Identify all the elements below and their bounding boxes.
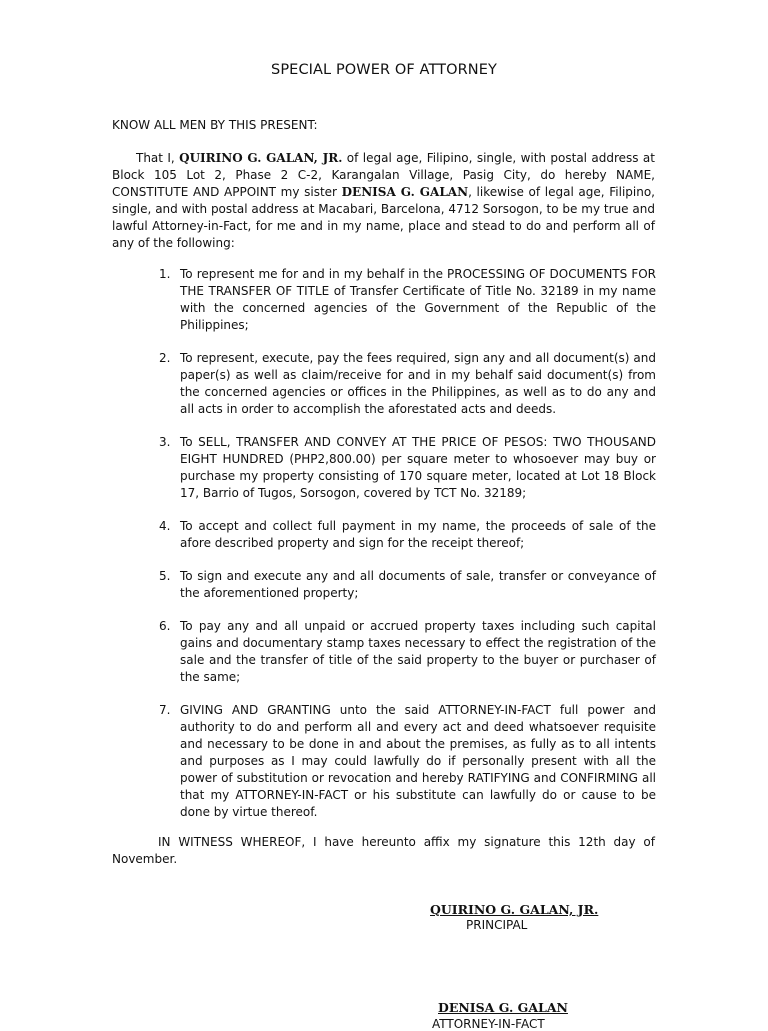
opening-line: KNOW ALL MEN BY THIS PRESENT: <box>112 118 318 132</box>
list-item-number: 1. <box>159 267 171 281</box>
intro-text-3: , likewise of legal age, Filipino, single, and with postal address at Macabari, Barcelona, 4712 Sorsogon, to be my true and lawful Attorney-in-Fact, for me and in my name, place and stead to do and perform all of any of the following: <box>112 185 655 250</box>
list-item-number: 6. <box>159 619 171 633</box>
list-item-number: 4. <box>159 519 171 533</box>
attorney-role-label: ATTORNEY-IN-FACT <box>432 1017 545 1031</box>
document-title: SPECIAL POWER OF ATTORNEY <box>271 62 497 78</box>
list-item-number: 7. <box>159 703 171 717</box>
list-item-text: To accept and collect full payment in my name, the proceeds of sale of the afore described property and sign for the receipt thereof; <box>180 519 656 550</box>
list-item <box>150 434 656 502</box>
list-item <box>150 702 656 821</box>
intro-text-1: That I, <box>136 151 180 165</box>
list-item <box>150 568 656 602</box>
list-item <box>150 350 656 418</box>
intro-text-2: of legal age, Filipino, single, with postal address at Block 105 Lot 2, Phase 2 C-2, Karangalan Village, Pasig City, do hereby NAME, CONSTITUTE AND APPOINT my sister <box>112 151 655 199</box>
intro-principal-name: QUIRINO G. GALAN, JR. <box>179 151 343 165</box>
list-item-text: To represent me for and in my behalf in the PROCESSING OF DOCUMENTS FOR THE TRANSFER OF TITLE of Transfer Certificate of Title No. 32189 in my name with the concerned agencies of the Government of the Republic of the Philippines; <box>180 267 656 332</box>
list-item <box>150 266 656 334</box>
list-item-text: To pay any and all unpaid or accrued property taxes including such capital gains and documentary stamp taxes necessary to effect the registration of the sale and the transfer of title of the said property to the buyer or purchaser of the same; <box>180 619 656 684</box>
list-item <box>150 518 656 552</box>
list-item-number: 2. <box>159 351 171 365</box>
powers-list <box>150 266 656 837</box>
principal-signature-name: QUIRINO G. GALAN, JR. <box>430 902 599 917</box>
intro-paragraph <box>112 150 655 252</box>
principal-role-label: PRINCIPAL <box>466 918 528 932</box>
witness-paragraph: IN WITNESS WHEREOF, I have hereunto affix my signature this 12th day of November. <box>112 835 655 866</box>
list-item-number: 3. <box>159 435 171 449</box>
list-item-text: To sign and execute any and all documents of sale, transfer or conveyance of the aforementioned property; <box>180 569 656 600</box>
list-item-text: GIVING AND GRANTING unto the said ATTORNEY-IN-FACT full power and authority to do and perform all and every act and deed whatsoever requisite and necessary to be done in and about the premises, as fully as to all intents and purposes as I may could lawfully do if personally present with all the power of substitution or revocation and hereby RATIFYING and CONFIRMING all that my ATTORNEY-IN-FACT or his substitute can lawfully do or cause to be done by virtue thereof. <box>180 703 656 819</box>
list-item-text: To represent, execute, pay the fees required, sign any and all document(s) and paper(s) as well as claim/receive for and in my behalf said document(s) from the concerned agencies or offices in the Philippines, as well as to do any and all acts in order to accomplish the aforestated acts and deeds. <box>180 351 656 416</box>
list-item <box>150 618 656 686</box>
attorney-signature-name: DENISA G. GALAN <box>438 1000 568 1015</box>
intro-attorney-name: DENISA G. GALAN <box>341 185 469 199</box>
list-item-text: To SELL, TRANSFER AND CONVEY AT THE PRICE OF PESOS: TWO THOUSAND EIGHT HUNDRED (PHP2,800.00) per square meter to whosoever may buy or purchase my property consisting of 170 square meter, located at Lot 18 Block 17, Barrio of Tugos, Sorsogon, covered by TCT No. 32189; <box>180 435 656 500</box>
list-item-number: 5. <box>159 569 171 583</box>
